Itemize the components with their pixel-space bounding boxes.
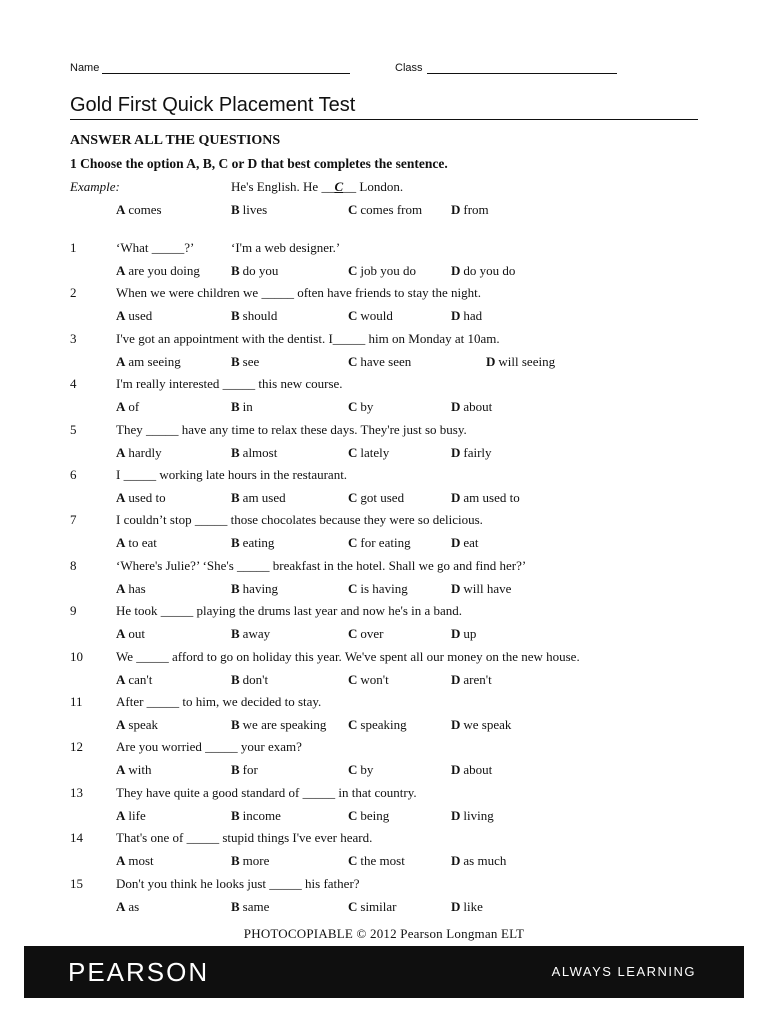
- answer-option-c[interactable]: [348, 717, 407, 733]
- option-letter: C: [348, 490, 358, 505]
- option-text: got used: [360, 490, 405, 505]
- question-text: We _____ afford to go on holiday this year. We've spent all our money on the new house.: [116, 648, 580, 664]
- option-letter: B: [231, 762, 240, 778]
- example-answer: C: [334, 179, 344, 194]
- answer-option-b[interactable]: [231, 490, 286, 506]
- answer-option-a[interactable]: [116, 354, 181, 370]
- option-text: eating: [242, 535, 275, 551]
- question-text: When we were children we _____ often have friends to stay the night.: [116, 285, 481, 301]
- answer-option-c[interactable]: [348, 354, 411, 370]
- option-text: am used: [242, 490, 286, 505]
- page-title: Gold First Quick Placement Test: [70, 94, 356, 116]
- question-item: [0, 739, 768, 784]
- option-letter: C: [348, 263, 358, 278]
- option-text: more: [242, 853, 270, 869]
- answer-option-d[interactable]: [451, 853, 506, 869]
- class-blank-line: [427, 73, 617, 74]
- question-text: ‘What _____?’: [116, 240, 195, 255]
- option-text: should: [242, 308, 278, 324]
- answer-option-a[interactable]: [116, 853, 154, 869]
- option-letter: B: [231, 399, 240, 415]
- answer-option-a[interactable]: [116, 308, 152, 324]
- answer-option-b[interactable]: [231, 354, 259, 370]
- option-letter: C: [348, 853, 358, 869]
- option-letter: D: [451, 762, 461, 778]
- option-letter: D: [451, 535, 461, 551]
- option-letter: D: [451, 626, 461, 642]
- option-text: do you: [242, 263, 279, 278]
- option-letter: C: [348, 353, 358, 369]
- option-text: most: [128, 853, 154, 869]
- answer-option-b[interactable]: [231, 445, 277, 461]
- option-letter: C: [348, 580, 358, 596]
- option-letter: D: [451, 671, 461, 687]
- option-text: has: [128, 580, 146, 596]
- question-text: ‘Where's Julie?’ ‘She's _____ breakfast in the hotel. Shall we go and find her?’: [116, 557, 527, 573]
- option-text: over: [360, 626, 384, 642]
- option-letter: D: [451, 717, 461, 732]
- option-text: eat: [463, 535, 479, 551]
- question-item: [0, 649, 768, 694]
- question-text: I _____ working late hours in the restaurant.: [116, 467, 348, 482]
- option-letter: B: [231, 626, 240, 642]
- option-text: about: [463, 762, 493, 778]
- answer-option-a[interactable]: [116, 899, 139, 915]
- option-text: speak: [128, 717, 158, 732]
- answer-option-c[interactable]: [348, 808, 389, 824]
- option-letter: A: [116, 898, 126, 914]
- option-letter: D: [451, 399, 461, 415]
- option-letter: A: [116, 263, 126, 278]
- answer-option-c[interactable]: [348, 762, 373, 778]
- option-letter: D: [451, 580, 461, 596]
- option-letter: C: [348, 717, 358, 732]
- question-item: [0, 285, 768, 330]
- option-text: for: [242, 762, 258, 778]
- option-text: like: [463, 898, 483, 914]
- option-text: by: [360, 399, 374, 415]
- example-sentence-end: __ London.: [343, 179, 404, 194]
- option-text: have seen: [360, 353, 412, 369]
- answer-option-d[interactable]: [451, 399, 492, 415]
- option-letter: A: [116, 580, 126, 596]
- question-number: 2: [70, 285, 77, 301]
- question-number: 7: [70, 512, 77, 528]
- answer-option-a[interactable]: [116, 399, 139, 415]
- option-letter: D: [451, 898, 461, 914]
- question-number: 4: [70, 376, 77, 392]
- answer-option-c[interactable]: [348, 581, 408, 597]
- option-text: won't: [360, 671, 389, 687]
- option-text: to eat: [128, 535, 157, 551]
- question-text: He took _____ playing the drums last year and now he's in a band.: [116, 603, 463, 619]
- option-letter: C: [348, 308, 358, 324]
- option-letter: B: [231, 444, 240, 460]
- question-number: 11: [70, 694, 83, 709]
- option-letter: A: [116, 399, 126, 415]
- option-text: can't: [128, 671, 153, 687]
- option-letter: A: [116, 717, 126, 732]
- answer-option-c[interactable]: [348, 490, 404, 506]
- question-response-text: ‘I'm a web designer.’: [231, 240, 341, 255]
- answer-option-b[interactable]: [231, 899, 269, 915]
- option-letter: C: [348, 444, 358, 460]
- answer-option-c[interactable]: [348, 626, 384, 642]
- answer-option-d[interactable]: [451, 626, 476, 642]
- title-divider: [70, 119, 698, 120]
- option-text: used to: [128, 490, 166, 505]
- option-letter: B: [231, 353, 240, 369]
- option-letter: D: [451, 490, 461, 505]
- option-text: see: [242, 353, 260, 369]
- option-text: am used to: [463, 490, 520, 505]
- answer-option-c[interactable]: [348, 672, 389, 688]
- answer-option-d[interactable]: [451, 445, 492, 461]
- option-text: with: [128, 762, 152, 778]
- question-item: [0, 558, 768, 603]
- answer-option-a[interactable]: [116, 808, 146, 824]
- option-text: similar: [360, 898, 397, 914]
- option-text: is having: [360, 580, 408, 596]
- question-item: [0, 785, 768, 830]
- answer-option-d[interactable]: [451, 490, 520, 506]
- answer-option-a[interactable]: [116, 672, 152, 688]
- answer-option-c[interactable]: [348, 899, 397, 915]
- answer-option-d[interactable]: [486, 354, 555, 370]
- option-letter: C: [348, 898, 358, 914]
- option-letter: C: [348, 762, 358, 778]
- question-number: 5: [70, 421, 77, 437]
- option-letter: C: [348, 807, 358, 823]
- question-item: [0, 830, 768, 875]
- option-letter: B: [231, 535, 240, 551]
- instruction-text: 1 Choose the option A, B, C or D that best completes the sentence.: [70, 156, 448, 171]
- option-letter: A: [116, 626, 126, 642]
- example-sentence-start: He's English. He __: [231, 179, 335, 194]
- question-item: [0, 376, 768, 421]
- answer-option-d[interactable]: [451, 717, 511, 733]
- answer-option-c[interactable]: [348, 445, 389, 461]
- option-letter: B: [231, 490, 240, 505]
- question-text: I couldn’t stop _____ those chocolates because they were so delicious.: [116, 512, 483, 528]
- question-text: They have quite a good standard of _____ in that country.: [116, 784, 417, 800]
- question-text: They _____ have any time to relax these days. They're just so busy.: [116, 421, 467, 437]
- option-text: fairly: [463, 444, 492, 460]
- name-label: Name: [70, 62, 100, 74]
- name-blank-line: [102, 73, 350, 74]
- answer-option-d[interactable]: [451, 263, 515, 279]
- question-number: 1: [70, 240, 77, 255]
- option-letter: A: [116, 671, 126, 687]
- option-letter: A: [116, 853, 126, 869]
- option-text: speaking: [360, 717, 407, 732]
- option-text: we are speaking: [242, 717, 327, 732]
- option-text: lately: [360, 444, 390, 460]
- option-text: will have: [463, 580, 512, 596]
- answer-option-b[interactable]: [231, 762, 258, 778]
- answer-option-a[interactable]: [116, 762, 152, 778]
- option-letter: B: [231, 717, 240, 732]
- question-number: 9: [70, 603, 77, 619]
- option-text: don't: [242, 671, 269, 687]
- answer-option-a[interactable]: [116, 717, 158, 733]
- option-text: for eating: [360, 535, 411, 551]
- answer-option-c[interactable]: [348, 263, 416, 279]
- option-letter: A: [116, 807, 126, 823]
- example-option-a: A comes: [116, 202, 162, 217]
- option-text: same: [242, 898, 270, 914]
- option-letter: B: [231, 807, 240, 823]
- option-text: will seeing: [498, 353, 556, 369]
- option-letter: C: [348, 671, 358, 687]
- option-letter: A: [116, 762, 126, 778]
- example-option-c: C comes from: [348, 202, 423, 217]
- option-letter: B: [231, 308, 240, 324]
- answer-option-a[interactable]: [116, 581, 146, 597]
- option-letter: C: [348, 626, 358, 642]
- answer-option-a[interactable]: [116, 626, 145, 642]
- option-letter: B: [231, 898, 240, 914]
- option-letter: A: [116, 444, 126, 460]
- answer-option-d[interactable]: [451, 672, 492, 688]
- option-letter: D: [486, 353, 496, 369]
- brand-bar: [24, 946, 744, 998]
- brand-tagline: ALWAYS LEARNING: [551, 964, 696, 979]
- question-item: [0, 467, 768, 512]
- option-letter: D: [451, 853, 461, 869]
- question-text: I've got an appointment with the dentist. I_____ him on Monday at 10am.: [116, 330, 500, 346]
- question-item: [0, 331, 768, 376]
- answer-option-b[interactable]: [231, 853, 269, 869]
- option-text: living: [463, 807, 494, 823]
- option-text: out: [128, 626, 146, 642]
- question-number: 10: [70, 648, 83, 664]
- option-text: life: [128, 807, 146, 823]
- option-letter: A: [116, 490, 126, 505]
- option-text: about: [463, 399, 493, 415]
- example-sentence: [231, 179, 403, 195]
- answer-option-b[interactable]: [231, 581, 278, 597]
- option-letter: D: [451, 263, 461, 278]
- option-letter: A: [116, 535, 126, 551]
- option-letter: B: [231, 671, 240, 687]
- answer-option-a[interactable]: [116, 535, 157, 551]
- question-item: [0, 876, 768, 921]
- question-item: [0, 240, 768, 285]
- example-label: Example:: [70, 179, 120, 194]
- option-letter: C: [348, 535, 358, 551]
- option-text: hardly: [128, 444, 162, 460]
- option-text: we speak: [463, 717, 512, 732]
- answer-option-b[interactable]: [231, 808, 281, 824]
- question-item: [0, 694, 768, 739]
- option-text: being: [360, 807, 390, 823]
- option-text: do you do: [463, 263, 516, 278]
- answer-option-b[interactable]: [231, 263, 278, 279]
- option-text: income: [242, 807, 281, 823]
- option-text: almost: [242, 444, 278, 460]
- answer-option-b[interactable]: [231, 535, 274, 551]
- pearson-logo: PEARSON: [68, 957, 210, 987]
- question-text: That's one of _____ stupid things I've ever heard.: [116, 830, 373, 846]
- option-text: the most: [360, 853, 405, 869]
- option-text: of: [128, 399, 140, 415]
- class-label: Class: [395, 62, 423, 74]
- question-number: 12: [70, 739, 83, 755]
- question-number: 14: [70, 830, 83, 846]
- question-item: [0, 512, 768, 557]
- option-letter: C: [348, 399, 358, 415]
- option-text: by: [360, 762, 374, 778]
- section-heading: ANSWER ALL THE QUESTIONS: [70, 133, 281, 148]
- answer-option-b[interactable]: [231, 717, 326, 733]
- answer-option-d[interactable]: [451, 899, 483, 915]
- option-text: in: [242, 399, 253, 415]
- answer-option-a[interactable]: [116, 445, 162, 461]
- option-letter: B: [231, 580, 240, 596]
- option-letter: D: [451, 807, 461, 823]
- option-text: away: [242, 626, 271, 642]
- option-text: would: [360, 308, 393, 324]
- option-text: aren't: [463, 671, 492, 687]
- answer-option-b[interactable]: [231, 672, 268, 688]
- option-text: used: [128, 308, 153, 324]
- option-text: are you doing: [128, 263, 200, 278]
- answer-option-d[interactable]: [451, 308, 482, 324]
- option-letter: D: [451, 444, 461, 460]
- option-letter: A: [116, 308, 126, 324]
- answer-option-c[interactable]: [348, 535, 411, 551]
- option-text: up: [463, 626, 477, 642]
- question-item: [0, 603, 768, 648]
- option-text: job you do: [360, 263, 417, 278]
- question-number: 6: [70, 467, 77, 482]
- answer-option-c[interactable]: [348, 853, 405, 869]
- student-info-row: [70, 62, 690, 78]
- question-text: After _____ to him, we decided to stay.: [116, 694, 322, 709]
- option-letter: B: [231, 263, 240, 278]
- answer-option-a[interactable]: [116, 490, 166, 506]
- option-text: as: [128, 898, 140, 914]
- example-option-d: D from: [451, 202, 489, 217]
- question-number: 15: [70, 875, 83, 891]
- option-text: had: [463, 308, 483, 324]
- answer-option-b[interactable]: [231, 399, 253, 415]
- copyright-notice: PHOTOCOPIABLE © 2012 Pearson Longman ELT: [243, 926, 525, 941]
- option-letter: B: [231, 853, 240, 869]
- question-text: I'm really interested _____ this new course.: [116, 376, 343, 392]
- question-item: [0, 422, 768, 467]
- question-number: 8: [70, 557, 77, 573]
- option-text: having: [242, 580, 279, 596]
- answer-option-b[interactable]: [231, 626, 270, 642]
- answer-option-c[interactable]: [348, 399, 373, 415]
- question-text: Are you worried _____ your exam?: [116, 739, 302, 755]
- option-letter: A: [116, 353, 126, 369]
- answer-option-d[interactable]: [451, 581, 511, 597]
- example-option-b: B lives: [231, 202, 268, 217]
- answer-option-b[interactable]: [231, 308, 277, 324]
- option-text: as much: [463, 853, 507, 869]
- question-number: 3: [70, 330, 77, 346]
- answer-option-c[interactable]: [348, 308, 393, 324]
- question-number: 13: [70, 784, 83, 800]
- answer-option-a[interactable]: [116, 263, 200, 279]
- answer-option-d[interactable]: [451, 762, 492, 778]
- answer-option-d[interactable]: [451, 535, 479, 551]
- option-text: am seeing: [128, 353, 181, 369]
- question-text: Don't you think he looks just _____ his father?: [116, 875, 360, 891]
- answer-option-d[interactable]: [451, 808, 494, 824]
- option-letter: D: [451, 308, 461, 324]
